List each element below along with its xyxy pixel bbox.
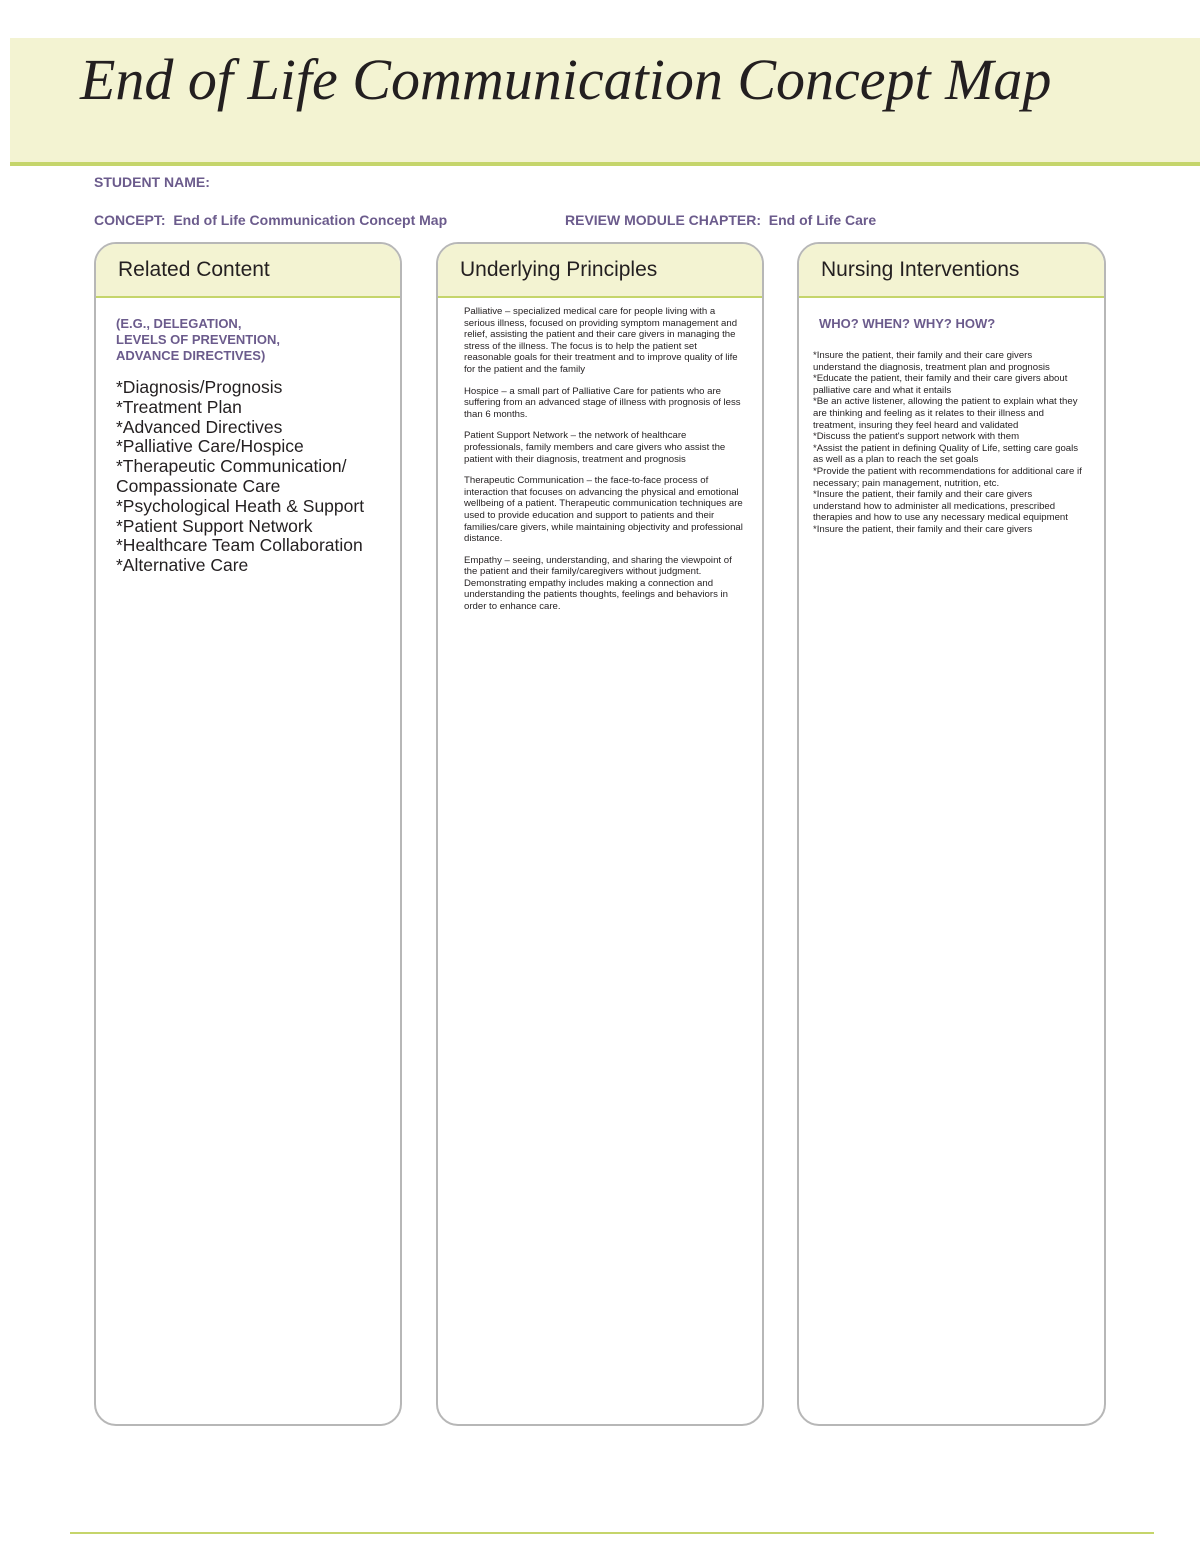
related-content-list bbox=[116, 378, 390, 576]
related-content-item: *Psychological Heath & Support bbox=[116, 495, 365, 516]
concept-value: End of Life Communication Concept Map bbox=[173, 212, 448, 228]
principle-paragraph: Patient Support Network – the network of healthcare professionals, family members and care givers who assist the patient with their diagnosis, treatment and prognosis bbox=[464, 430, 726, 465]
student-name-label: STUDENT NAME: bbox=[94, 174, 210, 190]
intervention-item: *Insure the patient, their family and their care givers understand the diagnosis, treatment plan and prognosis bbox=[813, 350, 1050, 373]
principle-paragraph: Therapeutic Communication – the face-to-face process of interaction that focuses on advancing the physical and emotional wellbeing of a patient. Therapeutic communication techniques are used to provide education and support to patients and their families/care givers, while maintaining objectivity and professional distance. bbox=[464, 475, 743, 545]
principle-paragraph: Palliative – specialized medical care for people living with a serious illness, focused on providing symptom management and relief, assisting the patient and their care givers in managing the stress of the illness. The focus is to help the patient set reasonable goals for their treatment and to improve quality of life for the patient and the family bbox=[464, 306, 738, 375]
related-content-item: *Patient Support Network bbox=[116, 515, 313, 536]
intervention-item: *Insure the patient, their family and their care givers bbox=[813, 523, 1033, 535]
related-content-item: *Diagnosis/Prognosis bbox=[116, 377, 283, 397]
concept-label: CONCEPT: bbox=[94, 212, 166, 228]
related-content-panel bbox=[94, 242, 402, 1426]
intervention-item: *Be an active listener, allowing the patient to explain what they are thinking and feeling as it relates to their illness and treatment, insuring they feel heard and validated bbox=[813, 396, 1078, 431]
nursing-interventions-panel bbox=[797, 242, 1106, 1426]
nursing-interventions-hint: WHO? WHEN? WHY? HOW? bbox=[819, 316, 996, 331]
nursing-interventions-list bbox=[813, 350, 1082, 536]
intervention-item: *Provide the patient with recommendations for additional care if necessary; pain management, nutrition, etc. bbox=[813, 465, 1082, 489]
principle-paragraph: Hospice – a small part of Palliative Care for patients who are suffering from an advanced stage of illness with prognosis of less than 6 months. bbox=[464, 385, 741, 420]
related-content-heading: Related Content bbox=[96, 244, 400, 298]
nursing-interventions-heading: Nursing Interventions bbox=[799, 244, 1104, 298]
review-label: REVIEW MODULE CHAPTER: bbox=[565, 212, 761, 228]
intervention-item: *Discuss the patient's support network with them bbox=[813, 431, 1020, 443]
page-title: End of Life Communication Concept Map bbox=[80, 47, 1052, 112]
footer-divider bbox=[70, 1532, 1154, 1534]
review-row bbox=[565, 212, 876, 228]
intervention-item: *Assist the patient in defining Quality of Life, setting care goals as well as a plan to reach the set goals bbox=[813, 442, 1079, 466]
related-content-item: *Advanced Directives bbox=[116, 416, 283, 437]
intervention-item: *Educate the patient, their family and their care givers about palliative care and what it entails bbox=[813, 373, 1068, 396]
related-content-item: *Therapeutic Communication/ Compassionate Care bbox=[116, 456, 347, 496]
related-content-item: *Treatment Plan bbox=[116, 396, 242, 417]
underlying-principles-body bbox=[438, 298, 762, 633]
related-content-item: *Palliative Care/Hospice bbox=[116, 436, 304, 457]
intervention-item: *Insure the patient, their family and their care givers understand how to administer all medications, prescribed therapies and how to use any necessary medical equipment bbox=[813, 489, 1068, 524]
underlying-principles-heading: Underlying Principles bbox=[438, 244, 762, 298]
underlying-principles-panel bbox=[436, 242, 764, 1426]
related-content-item: *Healthcare Team Collaboration bbox=[116, 535, 363, 556]
review-value: End of Life Care bbox=[768, 212, 877, 228]
title-band bbox=[10, 38, 1200, 166]
concept-row bbox=[94, 212, 447, 228]
student-name-row bbox=[94, 174, 210, 190]
principle-paragraph: Empathy – seeing, understanding, and sharing the viewpoint of the patient and their family/caregivers without judgment. Demonstrating empathy includes making a connection and understanding the patients thoughts, feelings and behaviors in order to enhance care. bbox=[464, 554, 732, 613]
related-content-item: *Alternative Care bbox=[116, 555, 249, 576]
related-content-hint: (E.G., DELEGATION, LEVELS OF PREVENTION, ADVANCE DIRECTIVES) bbox=[116, 316, 280, 363]
